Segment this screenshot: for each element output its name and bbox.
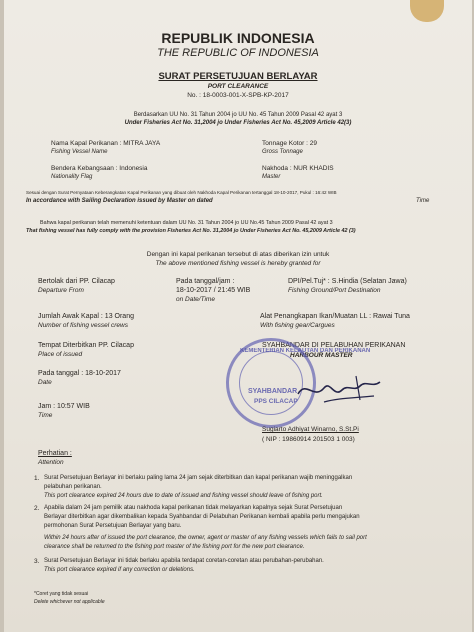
footnote: *Coret yang tidak sesuai [34, 591, 89, 597]
legal-basis-en: Under Fisheries Act No. 31,2004 jo Under Fisheries Act No. 45,2009 Article 42(3) [124, 120, 352, 126]
fishing-gear-en: With fishing gear/Cargues [260, 322, 335, 329]
note-line-en: This port clearance expired 24 hours due to date of issued and fishing vessel should leave of fishing port. [44, 493, 323, 499]
note-line-en: This port clearance expired if any correction or deletions. [44, 567, 195, 573]
destination-en: Fishing Ground/Port Destination [288, 287, 381, 294]
note-line: Berlayar diterbitkan agar dikembalikan kepada Syahbandar di Pelabuhan Perikanan kembali apabila perlu mengajukan [44, 514, 360, 520]
destination: DPI/Pel.Tuj* : S.Hindia (Selatan Jawa) [288, 278, 407, 285]
harbour-master-office: SYAHBANDAR DI PELABUHAN PERIKANAN [262, 342, 406, 349]
note-number: 2. [34, 505, 40, 512]
note-number: 1. [34, 475, 40, 482]
crew-count-en: Number of fishing vessel crews [38, 322, 128, 329]
signatory-nip: ( NIP : 19860914 201503 1 003) [262, 436, 355, 443]
departure-port: Bertolak dari PP. Cilacap [38, 278, 115, 285]
note-number: 3. [34, 558, 40, 565]
departure-date-en: on Date/Time [176, 296, 215, 303]
nationality-flag: Bendera Kebangsaan : Indonesia [51, 165, 148, 172]
issue-time: Jam : 10:57 WIB [38, 403, 90, 410]
issue-date: Pada tanggal : 18-10-2017 [38, 370, 121, 377]
notes-heading-en: Attention [38, 459, 64, 466]
stamp-text-ministry: KEMENTERIAN KELAUTAN DAN PERIKANAN [240, 348, 371, 354]
fishing-gear: Alat Penangkapan Ikan/Muatan LL : Rawai Tuna [260, 313, 410, 320]
note-line: Surat Persetujuan Berlayar ini berlaku paling lama 24 jam sejak diterbitkan dan kapal perikanan wajib meninggalkan [44, 475, 353, 481]
stamp-text-port: PPS CILACAP [254, 398, 298, 405]
grant-statement: Dengan ini kapal perikanan tersebut di atas diberikan izin untuk [146, 251, 330, 258]
crew-count: Jumlah Awak Kapal : 13 Orang [38, 313, 134, 320]
note-line-en: Within 24 hours after of issued the port clearance, the owner, agent or master of any fishing vessels which fails to sail port [44, 535, 367, 541]
gross-tonnage-en: Gross Tonnage [262, 149, 303, 155]
doc-name: SURAT PERSETUJUAN BERLAYAR [158, 71, 318, 82]
master-name: Nakhoda : NUR KHADIS [262, 165, 334, 172]
stamp-text-syahbandar: SYAHBANDAR [248, 388, 298, 395]
note-line: pelabuhan perikanan. [44, 484, 102, 490]
signature-icon [294, 372, 384, 406]
doc-name-en: PORT CLEARANCE [207, 83, 269, 90]
issue-date-en: Date [38, 379, 52, 386]
notes-heading: Perhatian : [38, 450, 72, 457]
nationality-flag-en: Nationality Flag [51, 174, 93, 180]
doc-number: No. : 18-0003-001-X-SPB-KP-2017 [187, 92, 289, 99]
grant-statement-en: The above mentioned fishing vessel is hereby granted for [155, 260, 321, 267]
sailing-declaration: Sesuai dengan Surat Pernyataan Keberangkatan Kapal Perikanan yang dibuat oleh Nakhoda Kapal Perikanan tertanggal 18-10-2017, Pukul : 16:42 WIB [26, 190, 337, 195]
master-name-en: Master [262, 174, 281, 180]
gross-tonnage: Tonnage Kotor : 29 [262, 140, 317, 147]
document-page [4, 0, 472, 632]
note-line: Apabila dalam 24 jam pemilik atau nakhoda kapal perikanan tidak melayarkan kapalnya sejak Surat Persetujuan [44, 505, 343, 511]
doc-header-title: REPUBLIK INDONESIA [161, 30, 315, 46]
legal-basis: Berdasarkan UU No. 31 Tahun 2004 jo UU No. 45 Tahun 2009 Pasal 42 ayat 3 [133, 112, 343, 118]
note-line-en: clearance shall be returned to the fishing port master of the fishing port for the new port clearance. [44, 544, 305, 550]
place-of-issue-en: Place of issued [38, 351, 83, 358]
signatory-name: Sugiarto Adhiyat Winarno, S.St.Pi [262, 426, 359, 433]
note-line: permohonan Surat Persetujuan Berlayar yang baru. [44, 523, 182, 529]
departure-date-value: 18-10-2017 / 21:45 WIB [176, 287, 251, 294]
note-line: Surat Persetujuan Berlayar ini tidak berlaku apabila terdapat coretan-coretan atau perubahan-perubahan. [44, 558, 324, 564]
doc-header-subtitle: THE REPUBLIC OF INDONESIA [157, 47, 319, 59]
sailing-declaration-time-en: Time [416, 198, 430, 204]
departure-date-label: Pada tanggal/jam : [176, 278, 235, 285]
departure-port-en: Departure From [38, 287, 84, 294]
sailing-declaration-en: In accordance with Sailing Declaration issued by Master on dated [26, 198, 213, 204]
vessel-name-en: Fishing Vessel Name [51, 149, 108, 155]
vessel-name: Nama Kapal Perikanan : MITRA JAYA [51, 140, 161, 147]
issue-time-en: Time [38, 412, 53, 419]
footnote-en: Delete whichever not applicable [34, 599, 105, 605]
compliance-statement: Bahwa kapal perikanan telah memenuhi ketentuan dalam UU No. 31 Tahun 2004 jo UU No.45 Tahun 2009 Pasal 42 ayat 3 [40, 220, 333, 226]
compliance-statement-en: That fishing vessel has fully comply with the provision Fisheries Act No. 31,2004 jo Under Fisheries Act No. 45,2009 Article 42 (3) [26, 228, 356, 234]
harbour-master-office-en: HARBOUR MASTER [290, 352, 353, 359]
garuda-emblem-icon [410, 0, 444, 22]
place-of-issue: Tempat Diterbitkan PP. Cilacap [38, 342, 134, 349]
